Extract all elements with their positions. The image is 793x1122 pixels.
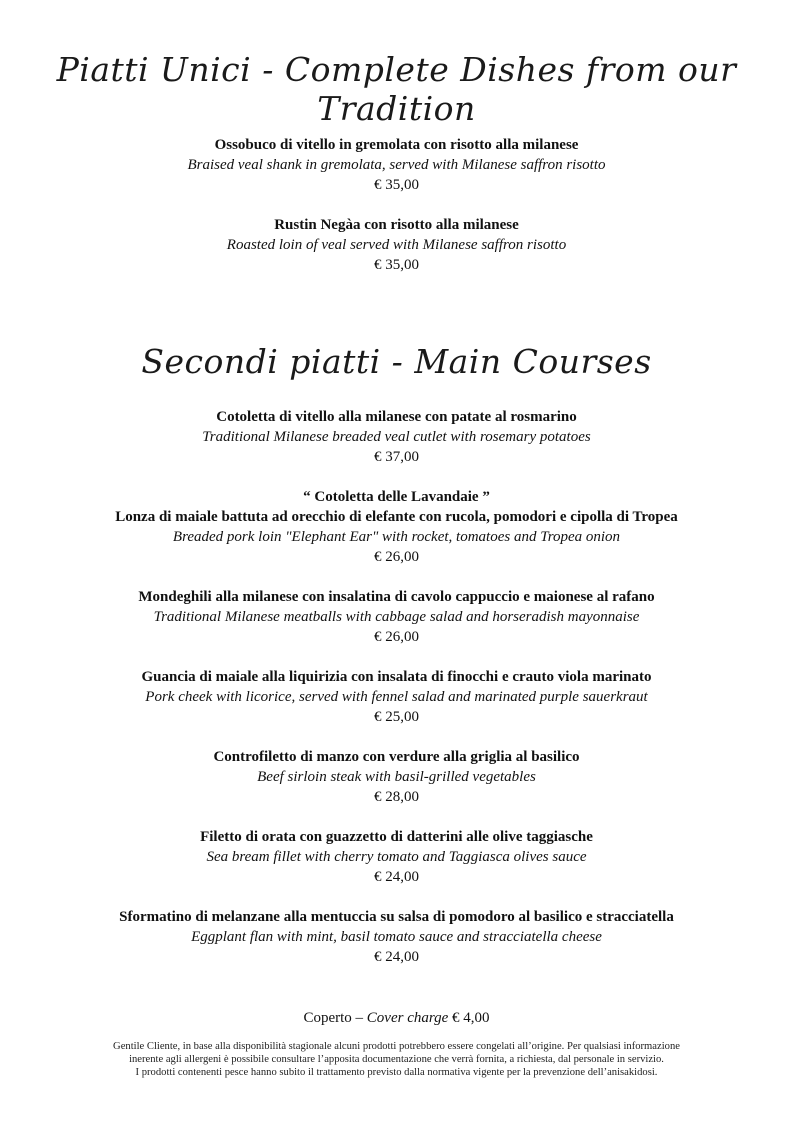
menu-item [0, 907, 793, 967]
dish-name-english: Breaded pork loin "Elephant Ear" with rocket, tomatoes and Tropea onion [172, 529, 621, 545]
dish-name-italian: Filetto di orata con guazzetto di datterini alle olive taggiasche [200, 829, 593, 845]
dish-price: € 35,00 [374, 177, 419, 193]
cover-charge [0, 1008, 793, 1028]
menu-item [0, 587, 793, 647]
menu-item [0, 215, 793, 275]
dish-name-italian: Lonza di maiale battuta ad orecchio di elefante con rucola, pomodori e cipolla di Tropea [115, 509, 678, 525]
dish-price: € 26,00 [374, 549, 419, 565]
dish-price: € 28,00 [374, 789, 419, 805]
dish-name-italian: Mondeghili alla milanese con insalatina di cavolo cappuccio e maionese al rafano [138, 589, 655, 605]
footnote-line: I prodotti contenenti pesce hanno subito il trattamento previsto dalla normativa vigente per la prevenzione dell’anisakidosi. [135, 1067, 658, 1078]
dish-name-italian: Rustin Negàa con risotto alla milanese [274, 217, 519, 233]
dish-name-english: Eggplant flan with mint, basil tomato sauce and stracciatella cheese [191, 929, 602, 945]
cover-charge-label-english: Cover charge [366, 1010, 449, 1026]
dish-price: € 35,00 [374, 257, 419, 273]
dish-name-english: Sea bream fillet with cherry tomato and Taggiasca olives sauce [206, 849, 587, 865]
menu-item [0, 407, 793, 467]
dish-price: € 37,00 [374, 449, 419, 465]
dish-name-italian: Cotoletta di vitello alla milanese con patate al rosmarino [216, 409, 577, 425]
allergen-footnote [40, 1040, 753, 1079]
dish-subtitle: “ Cotoletta delle Lavandaie ” [303, 489, 490, 505]
dish-price: € 24,00 [374, 869, 419, 885]
dish-name-english: Pork cheek with licorice, served with fennel salad and marinated purple sauerkraut [145, 689, 648, 705]
dish-price: € 25,00 [374, 709, 419, 725]
cover-charge-price: € 4,00 [452, 1010, 490, 1026]
menu-item [0, 667, 793, 727]
footnote-line: inerente agli allergeni è possibile consultare l’apposita documentazione che verrà fornita, a richiesta, dal personale in servizio. [129, 1054, 664, 1065]
cover-charge-label: Coperto – [303, 1010, 364, 1026]
menu-item [0, 827, 793, 887]
dish-name-italian: Controfiletto di manzo con verdure alla griglia al basilico [213, 749, 580, 765]
dish-name-english: Beef sirloin steak with basil-grilled vegetables [257, 769, 536, 785]
dish-name-english: Braised veal shank in gremolata, served with Milanese saffron risotto [187, 157, 606, 173]
dish-name-italian: Guancia di maiale alla liquirizia con insalata di finocchi e crauto viola marinato [141, 669, 652, 685]
dish-name-english: Traditional Milanese meatballs with cabbage salad and horseradish mayonnaise [153, 609, 640, 625]
menu-item [0, 487, 793, 567]
dish-name-italian: Ossobuco di vitello in gremolata con risotto alla milanese [214, 137, 579, 153]
dish-price: € 24,00 [374, 949, 419, 965]
dish-name-english: Traditional Milanese breaded veal cutlet with rosemary potatoes [202, 429, 591, 445]
section-title-piatti-unici: Piatti Unici - Complete Dishes from our Tradition [56, 50, 737, 128]
menu-item [0, 135, 793, 195]
section-title-secondi-piatti: Secondi piatti - Main Courses [141, 342, 652, 381]
dish-name-italian: Sformatino di melanzane alla mentuccia su salsa di pomodoro al basilico e stracciatella [119, 909, 674, 925]
footnote-line: Gentile Cliente, in base alla disponibilità stagionale alcuni prodotti potrebbero essere congelati all’origine. Per qualsiasi informazione [113, 1041, 680, 1052]
dish-name-english: Roasted loin of veal served with Milanese saffron risotto [226, 237, 567, 253]
menu-item [0, 747, 793, 807]
dish-price: € 26,00 [374, 629, 419, 645]
